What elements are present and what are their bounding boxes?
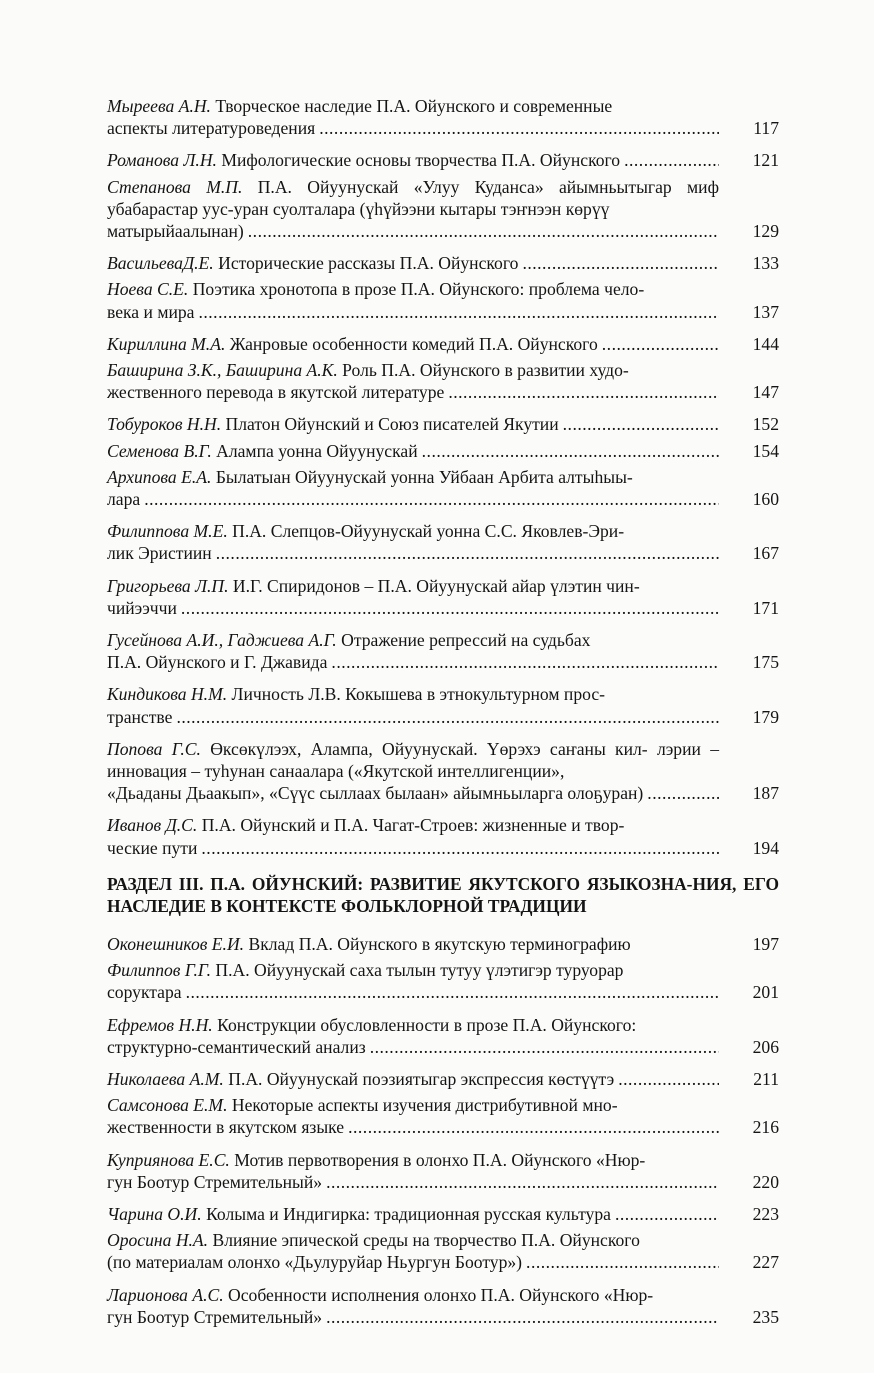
entry-title-end: транстве — [107, 706, 173, 727]
dot-leader — [522, 252, 719, 274]
entry-last-line — [107, 220, 719, 242]
dot-leader — [618, 1068, 719, 1090]
toc-entry-text — [107, 1094, 719, 1138]
dot-leader — [198, 301, 719, 323]
entry-title-line: Личность Л.В. Кокышева в этнокультурном прос- — [231, 684, 606, 705]
entry-author: Николаева А.М. — [107, 1068, 224, 1089]
entry-author: Баширина З.К., Баширина А.К. — [107, 360, 338, 381]
entry-last-line — [107, 597, 719, 619]
entry-last-line — [107, 488, 719, 510]
entry-title-end: века и мира — [107, 301, 195, 322]
entry-title-line: П.А. Слепцов-Ойуунускай уонна С.С. Яковлев-Эри- — [232, 521, 625, 542]
page-number: 121 — [752, 150, 779, 171]
page-number: 197 — [752, 933, 779, 954]
entry-author: Ларионова А.С. — [107, 1284, 224, 1305]
toc-entry — [107, 683, 779, 727]
table-of-contents — [107, 95, 779, 1338]
toc-entry — [107, 1094, 779, 1138]
dot-leader — [615, 1203, 719, 1225]
entry-last-line — [107, 542, 719, 564]
entry-last-line — [107, 1306, 719, 1328]
entry-title-line: И.Г. Спиридонов – П.А. Ойуунускай айар үлэтин чин- — [232, 575, 640, 596]
toc-entry — [107, 1014, 779, 1058]
entry-last-line — [107, 381, 719, 403]
entry-title-line: лэрии – инновация – туһунан санаалара («Якутской интеллигенции», — [107, 738, 720, 782]
toc-entry — [107, 738, 779, 805]
toc-entry-text — [107, 333, 719, 355]
page-number: 211 — [753, 1068, 779, 1089]
entry-title-line: П.А. Ойуунускай «Улуу Куданса» айымньытыгар — [257, 176, 672, 197]
toc-entry — [107, 359, 779, 403]
entry-title-line: Мотив первотворения в олонхо П.А. Ойунского «Нюр- — [234, 1149, 646, 1170]
toc-entry — [107, 440, 779, 462]
entry-last-line — [107, 837, 719, 859]
entry-title-end: ческие пути — [107, 837, 198, 858]
page-number: 179 — [752, 706, 779, 727]
page-number: 137 — [752, 301, 779, 322]
entry-title-end: лара — [107, 489, 141, 510]
toc-entry — [107, 1284, 779, 1328]
entry-author: Степанова М.П. — [107, 176, 243, 197]
entry-author: Чарина О.И. — [107, 1203, 202, 1224]
entry-title-end: матырыйаалынан) — [107, 221, 244, 242]
dot-leader — [181, 597, 719, 619]
entry-last-line — [107, 333, 719, 355]
toc-entry-text — [107, 629, 719, 673]
entry-title: Алампа уонна Ойуунускай — [216, 440, 418, 461]
entry-title-line: Былатыан Ойуунускай уонна Уйбаан Арбита алтыһыы- — [215, 466, 633, 487]
entry-last-line — [107, 1068, 719, 1090]
entry-title: Исторические рассказы П.А. Ойунского — [218, 253, 519, 274]
entry-title-end: лик Эристиин — [107, 543, 212, 564]
page-number: 206 — [752, 1036, 779, 1057]
toc-entry-text — [107, 1229, 719, 1273]
entry-last-line — [107, 981, 719, 1003]
entry-author: Киндикова Н.М. — [107, 684, 228, 705]
toc-entry-text — [107, 1149, 719, 1193]
dot-leader — [602, 333, 719, 355]
toc-entry-text — [107, 466, 719, 510]
toc-entry-text — [107, 959, 719, 1003]
page-number: 152 — [752, 414, 779, 435]
page-number: 235 — [752, 1306, 779, 1327]
entry-author: Филиппова М.Е. — [107, 521, 228, 542]
dot-leader — [348, 1116, 719, 1138]
entry-last-line — [107, 1251, 719, 1273]
entry-title-line: Роль П.А. Ойунского в развитии худо- — [342, 360, 629, 381]
toc-entry — [107, 95, 779, 139]
toc-entry — [107, 1068, 779, 1090]
toc-entry-text — [107, 359, 719, 403]
page-number: 129 — [752, 221, 779, 242]
toc-entry — [107, 333, 779, 355]
entry-author: Филиппов Г.Г. — [107, 960, 212, 981]
dot-leader — [186, 981, 719, 1003]
entry-title-line: П.А. Ойунский и П.А. Чагат-Строев: жизненные и твор- — [201, 815, 625, 836]
entry-title-end: гун Боотур Стремительный» — [107, 1306, 323, 1327]
entry-author: Ноева С.Е. — [107, 279, 189, 300]
dot-leader — [144, 488, 719, 510]
entry-author: Тобуроков Н.Н. — [107, 414, 222, 435]
entry-title-end: «Дьаданы Дьаакып», «Сүүс сыллаах былаан» айымньыларга олоҕуран) — [107, 783, 644, 804]
entry-title-end: аспекты литературоведения — [107, 118, 316, 139]
toc-entry-text — [107, 440, 719, 462]
toc-entry — [107, 959, 779, 1003]
toc-entry-text — [107, 933, 719, 955]
toc-entry-text — [107, 1284, 719, 1328]
toc-entry-text — [107, 738, 719, 805]
entry-title-end: чийээччи — [107, 597, 177, 618]
entry-title-end: структурно-семантический анализ — [107, 1036, 366, 1057]
entry-author: Куприянова Е.С. — [107, 1149, 230, 1170]
entry-title-line: миф убабарастар уус-уран суолталара (үһүйээни кытары тэҥнээн көрүү — [107, 176, 719, 219]
entry-last-line — [107, 933, 719, 955]
toc-entry — [107, 176, 779, 243]
entry-last-line — [107, 706, 719, 728]
toc-part-3-entries — [107, 933, 779, 1328]
entry-author: Григорьева Л.П. — [107, 575, 229, 596]
entry-title-line: Некоторые аспекты изучения дистрибутивной мно- — [231, 1095, 618, 1116]
dot-leader — [326, 1171, 719, 1193]
toc-entry — [107, 933, 779, 955]
entry-title-end: жественного перевода в якутской литературе — [107, 382, 445, 403]
page-number: 216 — [752, 1117, 779, 1138]
toc-entry — [107, 149, 779, 171]
toc-entry-text — [107, 520, 719, 564]
toc-entry-text — [107, 1014, 719, 1058]
entry-author: Попова Г.С. — [107, 738, 201, 759]
entry-title: Колыма и Индигирка: традиционная русская культура — [206, 1203, 611, 1224]
entry-title-line: П.А. Ойуунускай саха тылын тутуу үлэтигэр туруорар — [215, 960, 624, 981]
entry-title-line: Влияние эпической среды на творчество П.А. Ойунского — [212, 1230, 640, 1251]
entry-title-end — [107, 1203, 611, 1225]
dot-leader — [422, 440, 719, 462]
page-number: 154 — [752, 440, 779, 461]
page-number: 223 — [752, 1203, 779, 1224]
toc-entry-text — [107, 278, 719, 322]
dot-leader — [448, 381, 719, 403]
toc-entry — [107, 252, 779, 274]
toc-entry — [107, 278, 779, 322]
entry-author: ВасильеваД.Е. — [107, 253, 214, 274]
entry-title-end — [107, 149, 620, 171]
entry-title-line: Отражение репрессий на судьбах — [341, 630, 591, 651]
entry-title-end: соруктара — [107, 982, 182, 1003]
dot-leader — [331, 651, 719, 673]
entry-title-line: Особенности исполнения олонхо П.А. Ойунского «Нюр- — [228, 1284, 654, 1305]
entry-title-end: (по материалам олонхо «Дьулуруйар Ньургун Боотур») — [107, 1252, 523, 1273]
toc-entry-text — [107, 149, 719, 171]
entry-author: Архипова Е.А. — [107, 466, 212, 487]
entry-author: Оконешников Е.И. — [107, 933, 245, 954]
entry-title-end — [107, 252, 518, 274]
toc-entry — [107, 575, 779, 619]
toc-entry — [107, 1229, 779, 1273]
entry-author: Иванов Д.С. — [107, 815, 198, 836]
dot-leader — [201, 837, 719, 859]
entry-last-line — [107, 301, 719, 323]
entry-last-line — [107, 782, 719, 804]
entry-last-line — [107, 149, 719, 171]
page-number: 227 — [752, 1252, 779, 1273]
toc-part-2-entries — [107, 95, 779, 859]
entry-title: Платон Ойунский и Союз писателей Якутии — [225, 414, 559, 435]
entry-last-line — [107, 440, 719, 462]
entry-title: Вклад П.А. Ойунского в якутскую терминографию — [248, 933, 631, 954]
toc-entry — [107, 1203, 779, 1225]
toc-entry-text — [107, 252, 719, 274]
toc-entry — [107, 814, 779, 858]
entry-title-line: Поэтика хронотопа в прозе П.А. Ойунского: проблема чело- — [192, 279, 645, 300]
dot-leader — [647, 782, 719, 804]
page-number: 201 — [752, 982, 779, 1003]
page-number: 187 — [752, 783, 779, 804]
toc-entry — [107, 520, 779, 564]
dot-leader — [248, 220, 719, 242]
entry-title-line: Конструкции обусловленности в прозе П.А. Ойунского: — [217, 1014, 637, 1035]
page-number: 147 — [752, 382, 779, 403]
section-heading: РАЗДЕЛ III. П.А. ОЙУНСКИЙ: РАЗВИТИЕ ЯКУТСКОГО ЯЗЫКОЗНА-НИЯ, ЕГО НАСЛЕДИЕ В КОНТЕКСТЕ ФОЛЬКЛОРНОЙ ТРАДИЦИИ — [107, 873, 779, 916]
toc-entry-text — [107, 575, 719, 619]
entry-author: Семенова В.Г. — [107, 440, 212, 461]
toc-entry-text — [107, 1068, 719, 1090]
toc-entry — [107, 1149, 779, 1193]
page-number: 175 — [752, 652, 779, 673]
entry-title: П.А. Ойуунускай поэзиятыгар экспрессия көстүүтэ — [228, 1068, 615, 1089]
toc-entry-text — [107, 683, 719, 727]
page-number: 220 — [752, 1171, 779, 1192]
entry-title: Жанровые особенности комедий П.А. Ойунского — [229, 333, 598, 354]
entry-author: Ефремов Н.Н. — [107, 1014, 213, 1035]
dot-leader — [176, 706, 719, 728]
toc-entry-text — [107, 413, 719, 435]
entry-title-end — [107, 440, 418, 462]
entry-author: Оросина Н.А. — [107, 1230, 209, 1251]
entry-title-line: Творческое наследие П.А. Ойунского и современные — [215, 96, 613, 116]
entry-last-line — [107, 1036, 719, 1058]
toc-entry — [107, 629, 779, 673]
toc-entry-text — [107, 95, 719, 139]
dot-leader — [216, 542, 719, 564]
entry-title-end — [107, 933, 631, 955]
entry-author: Романова Л.Н. — [107, 150, 217, 171]
page-number: 160 — [752, 489, 779, 510]
entry-title-end — [107, 413, 559, 435]
toc-entry-text — [107, 176, 719, 243]
entry-author: Самсонова Е.М. — [107, 1095, 228, 1116]
entry-title-end: П.А. Ойунского и Г. Джавида — [107, 652, 328, 673]
entry-title-end: жественности в якутском языке — [107, 1117, 345, 1138]
page-number: 194 — [752, 837, 779, 858]
page-number: 167 — [752, 543, 779, 564]
entry-last-line — [107, 1171, 719, 1193]
page-number: 117 — [753, 118, 779, 139]
entry-title-end: гун Боотур Стремительный» — [107, 1171, 323, 1192]
entry-last-line — [107, 1203, 719, 1225]
toc-entry-text — [107, 1203, 719, 1225]
dot-leader — [563, 413, 719, 435]
entry-last-line — [107, 651, 719, 673]
dot-leader — [624, 149, 719, 171]
entry-last-line — [107, 252, 719, 274]
toc-entry — [107, 413, 779, 435]
dot-leader — [326, 1306, 719, 1328]
entry-title-line: Өксөкүлээх, Алампа, Ойуунускай. Үөрэхэ саҥаны кил- — [210, 738, 648, 759]
page-number: 171 — [752, 597, 779, 618]
dot-leader — [370, 1036, 719, 1058]
entry-title-end — [107, 333, 598, 355]
toc-entry-text — [107, 814, 719, 858]
entry-author: Кириллина М.А. — [107, 333, 226, 354]
dot-leader — [319, 117, 719, 139]
toc-entry — [107, 466, 779, 510]
entry-title-end — [107, 1068, 614, 1090]
entry-last-line — [107, 1116, 719, 1138]
entry-author: Мыреева А.Н. — [107, 96, 211, 116]
page-number: 144 — [752, 333, 779, 354]
entry-last-line — [107, 413, 719, 435]
entry-last-line — [107, 117, 719, 139]
page-number: 133 — [752, 253, 779, 274]
entry-title: Мифологические основы творчества П.А. Ойунского — [221, 150, 621, 171]
entry-author: Гусейнова А.И., Гаджиева А.Г. — [107, 630, 337, 651]
dot-leader — [526, 1251, 719, 1273]
